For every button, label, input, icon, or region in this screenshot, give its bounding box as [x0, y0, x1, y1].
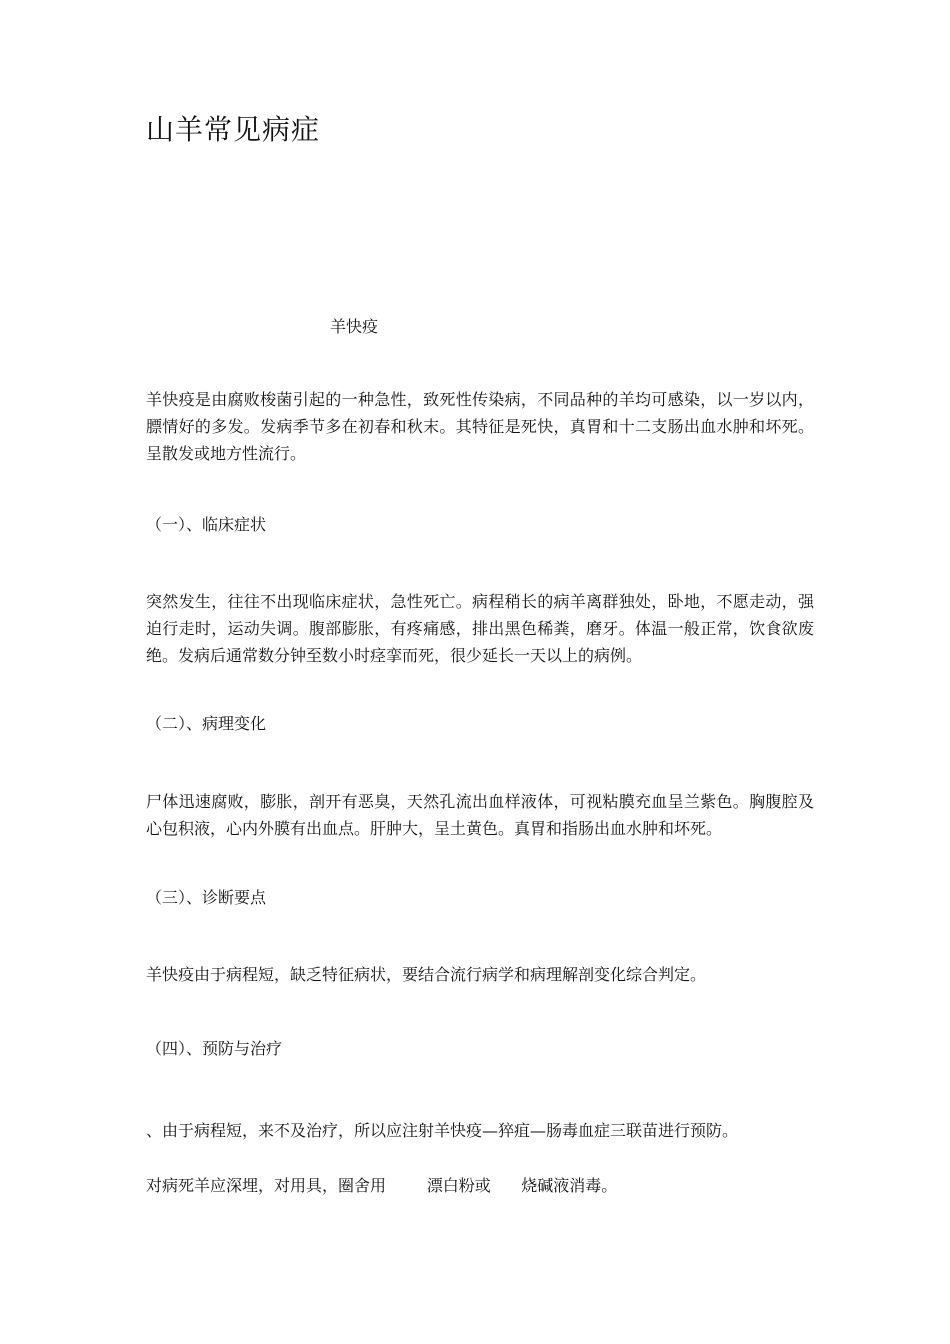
heading-prevention-treatment: （四）、预防与治疗	[146, 1039, 283, 1058]
heading-pathological-changes: （二）、病理变化	[146, 714, 267, 733]
paragraph-disinfection: 对病死羊应深埋，对用具，圈舍用 漂白粉或 烧碱液消毒。	[146, 1176, 618, 1195]
intro-paragraph: 羊快疫是由腐败梭菌引起的一种急性，致死性传染病，不同品种的羊均可感染，以一岁以内，膘情好的多发。发病季节多在初春和秋末。其特征是死快，真胃和十二支肠出血水肿和坏死。呈散发或地方性流行。	[146, 390, 814, 463]
paragraph-clinical-symptoms: 突然发生，往往不出现临床症状，急性死亡。病程稍长的病羊离群独处，卧地，不愿走动，强迫行走时，运动失调。腹部膨胀，有疼痛感，排出黑色稀粪，磨牙。体温一般正常，饮食欲废绝。发病后通常数分钟至数小时痉挛而死，很少延长一天以上的病例。	[146, 592, 814, 665]
heading-diagnosis-points: （三）、诊断要点	[146, 888, 267, 907]
paragraph-pathological-changes: 尸体迅速腐败，膨胀，剖开有恶臭，天然孔流出血样液体，可视粘膜充血呈兰紫色。胸腹腔及心包积液，心内外膜有出血点。肝肿大，呈土黄色。真胃和指肠出血水肿和坏死。	[146, 792, 814, 838]
paragraph-prevention-treatment: 、由于病程短，来不及治疗，所以应注射羊快疫—猝疽—肠毒血症三联苗进行预防。	[146, 1121, 739, 1140]
heading-clinical-symptoms: （一）、临床症状	[146, 515, 267, 534]
document-title: 山羊常见病症	[146, 113, 321, 146]
section-title: 羊快疫	[330, 317, 379, 336]
paragraph-diagnosis-points: 羊快疫由于病程短，缺乏特征病状，要结合流行病学和病理解剖变化综合判定。	[146, 965, 707, 984]
